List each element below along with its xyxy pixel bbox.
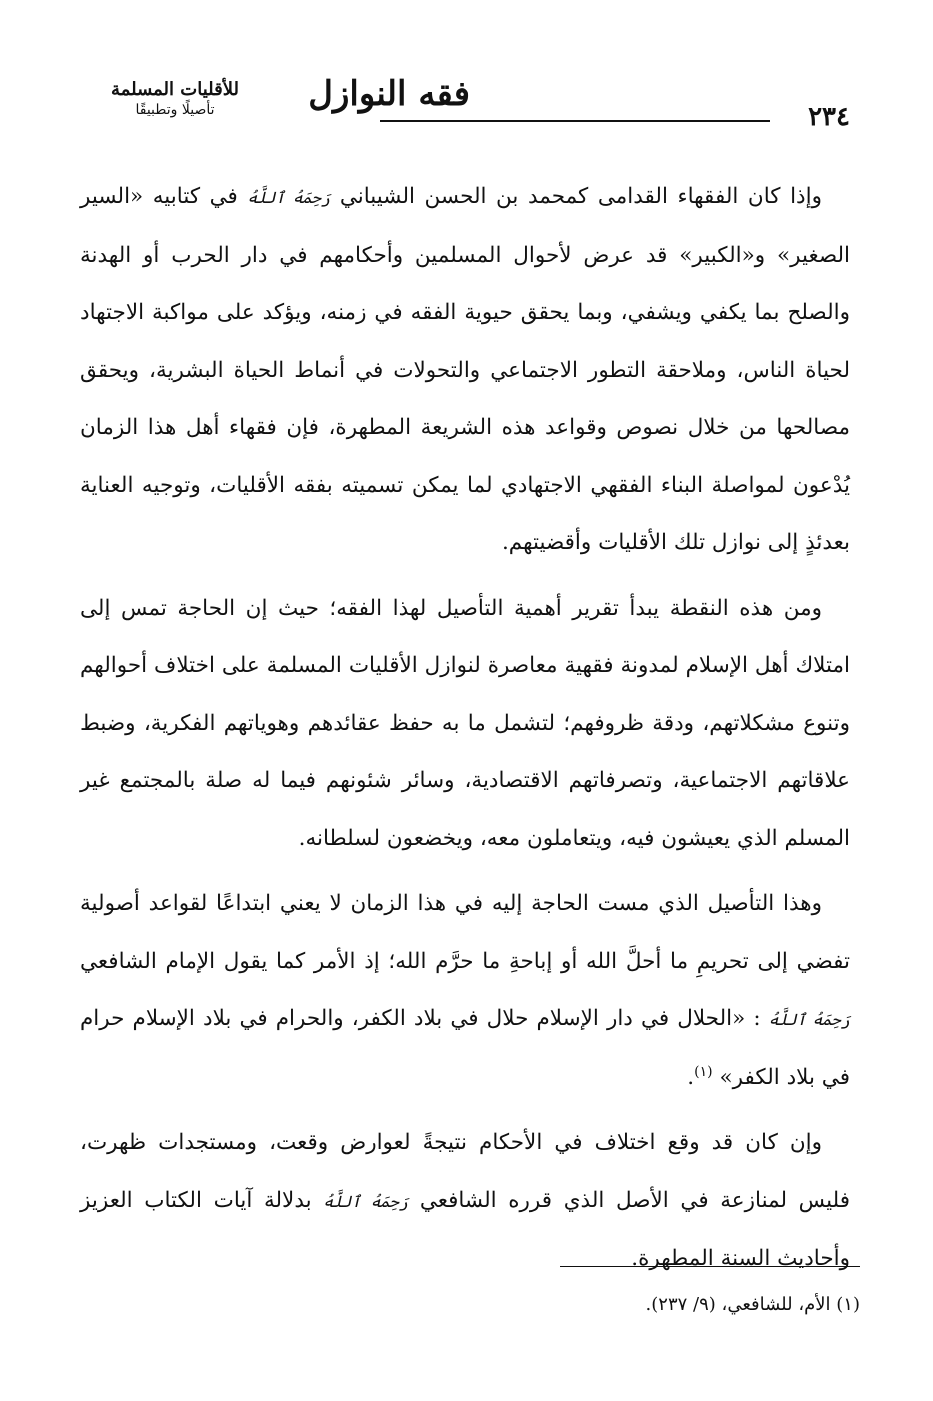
paragraph-3-text-b: : «الحلال في دار الإسلام حلال في بلاد الكفر، والحرام في بلاد الإسلام حرام في بلاد الكفر» [80, 1006, 850, 1090]
book-subtitle [90, 80, 260, 120]
header-rule [380, 120, 770, 122]
footnote: (١) الأم، للشافعي، (٩/ ٢٣٧). [645, 1294, 860, 1315]
paragraph-3 [80, 875, 850, 1106]
honorific-glyph: رَحِمَهُ ٱللَّهُ [247, 188, 331, 207]
footnote-rule [560, 1266, 860, 1267]
page-number: ٢٣٤ [808, 102, 850, 132]
book-subtitle-line1: للأقليات المسلمة [111, 79, 239, 100]
paragraph-1 [80, 168, 850, 572]
running-header [90, 72, 850, 146]
book-title: فقه النوازل [308, 74, 470, 114]
body-text [80, 168, 850, 1296]
book-subtitle-line2: تأصيلًا وتطبيقًا [135, 102, 215, 118]
paragraph-3-text-c: . [687, 1064, 695, 1090]
honorific-glyph: رَحِمَهُ ٱللَّهُ [768, 1010, 851, 1029]
paragraph-2: ومن هذه النقطة يبدأ تقرير أهمية التأصيل لهذا الفقه؛ حيث إن الحاجة تمس إلى امتلاك أهل الإسلام لمدونة فقهية معاصرة لنوازل الأقليات المسلمة على اختلاف أحوالهم وتنوع مشكلاتهم، ودقة ظروفهم؛ لتشمل ما به حفظ عقائدهم وهوياتهم الفكرية، وضبط علاقاتهم الاجتماعية، وتصرفاتهم الاقتصادية، وسائر شئونهم فيما له صلة بالمجتمع غير المسلم الذي يعيشون فيه، ويتعاملون معه، ويخضعون لسلطانه. [80, 595, 850, 851]
paragraph-4 [80, 1114, 850, 1288]
paragraph-4-text-a: وإن كان قد وقع اختلاف في الأحكام نتيجةً لعوارض وقعت، ومستجدات ظهرت، فليس لمنازعة في الأصل الذي قرره الشافعي [80, 1130, 850, 1213]
paragraph-1-text-b: في كتابيه «السير الصغير» و«الكبير» قد عرض لأحوال المسلمين وأحكامهم في دار الحرب أو الهدنة والصلح بما يكفي ويشفي، وبما يحقق حيوية الفقه في زمنه، ويؤكد على مواكبة الاجتهاد لحياة الناس، وملاحقة التطور الاجتماعي والتحولات في أنماط الحياة البشرية، ويحقق مصالحها من خلال نصوص وقواعد هذه الشريعة المطهرة، فإن فقهاء أهل هذا الزمان يُدْعون لمواصلة البناء الفقهي الاجتهادي لما يمكن تسميته بفقه الأقليات، وتوجيه العناية بعدئذٍ إلى نوازل تلك الأقليات وأقضيتهم. [80, 184, 850, 555]
paragraph-1-text-a: وإذا كان الفقهاء القدامى كمحمد بن الحسن الشيباني [339, 184, 822, 209]
footnote-reference[interactable]: (١) [694, 1063, 713, 1080]
paragraph-3-text-a: وهذا التأصيل الذي مست الحاجة إليه في هذا الزمان لا يعني ابتداعًا لقواعد أصولية تفضي إلى تحريمِ ما أحلَّ الله أو إباحةِ ما حرَّم الله؛ إذ الأمر كما يقول الإمام الشافعي [80, 891, 850, 974]
paragraph-4-text-b: بدلالة آيات الكتاب العزيز وأحاديث السنة المطهرة. [80, 1187, 850, 1271]
honorific-glyph: رَحِمَهُ ٱللَّهُ [323, 1191, 409, 1211]
